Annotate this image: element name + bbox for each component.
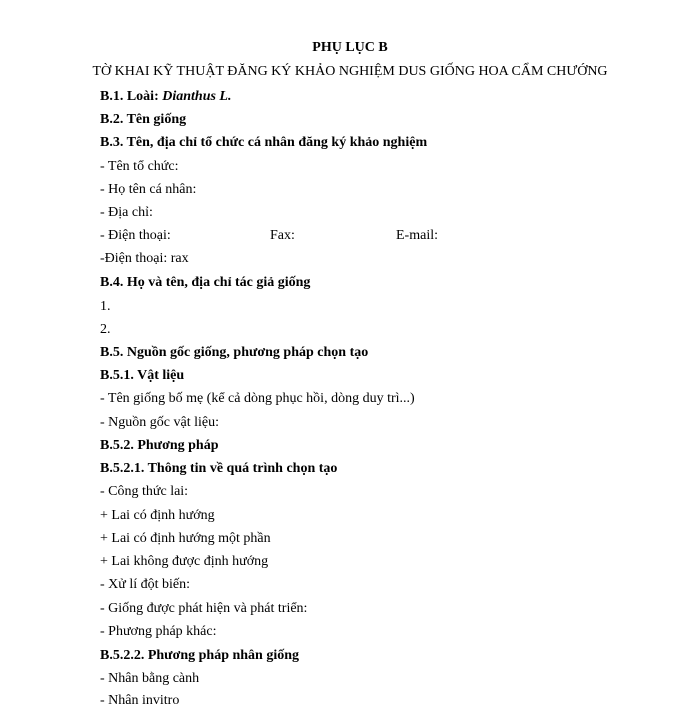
discovered-field: - Giống được phát hiện và phát triển: [100, 601, 308, 616]
b3-heading: B.3. Tên, địa chỉ tổ chức cá nhân đăng ký khảo nghiệm [100, 135, 428, 150]
species-name: Dianthus L. [162, 89, 232, 104]
b52-heading: B.5.2. Phương pháp [100, 438, 219, 453]
phone2-field: -Điện thoại: rax [100, 251, 189, 266]
b2-heading: B.2. Tên giống [100, 112, 187, 127]
cross-formula-field: - Công thức lai: [100, 484, 189, 499]
mutation-field: - Xử lí đột biến: [100, 577, 191, 592]
annex-title: PHỤ LỤC B [312, 40, 388, 55]
b521-heading: B.5.2.1. Thông tin về quá trình chọn tạo [100, 461, 338, 476]
phone-field: - Điện thoại: [100, 228, 171, 243]
b4-heading: B.4. Họ và tên, địa chỉ tác giả giống [100, 275, 311, 290]
undirected-cross-item: + Lai không được định hướng [100, 554, 269, 569]
b1-label: B.1. Loài: [100, 89, 159, 104]
person-name-field: - Họ tên cá nhân: [100, 182, 197, 197]
material-origin-field: - Nguồn gốc vật liệu: [100, 415, 219, 430]
b1-row [100, 88, 231, 106]
address-field: - Địa chỉ: [100, 205, 153, 220]
b522-heading: B.5.2.2. Phương pháp nhân giống [100, 648, 300, 663]
email-field: E-mail: [396, 228, 438, 243]
b51-heading: B.5.1. Vật liệu [100, 368, 185, 383]
author-item-1: 1. [100, 299, 111, 314]
fax-field: Fax: [270, 228, 295, 243]
parents-field: - Tên giống bố mẹ (kể cả dòng phục hồi, dòng duy trì...) [100, 391, 415, 406]
b5-heading: B.5. Nguồn gốc giống, phương pháp chọn tạo [100, 345, 369, 360]
invitro-item: - Nhân invitro [100, 693, 180, 708]
org-name-field: - Tên tổ chức: [100, 159, 179, 174]
author-item-2: 2. [100, 322, 111, 337]
other-method-field: - Phương pháp khác: [100, 624, 217, 639]
form-title: TỜ KHAI KỸ THUẬT ĐĂNG KÝ KHẢO NGHIỆM DUS GIỐNG HOA CẨM CHƯỚNG [92, 64, 608, 79]
partial-cross-item: + Lai có định hướng một phần [100, 531, 271, 546]
directed-cross-item: + Lai có định hướng [100, 508, 215, 523]
cutting-item: - Nhân bằng cành [100, 671, 200, 686]
